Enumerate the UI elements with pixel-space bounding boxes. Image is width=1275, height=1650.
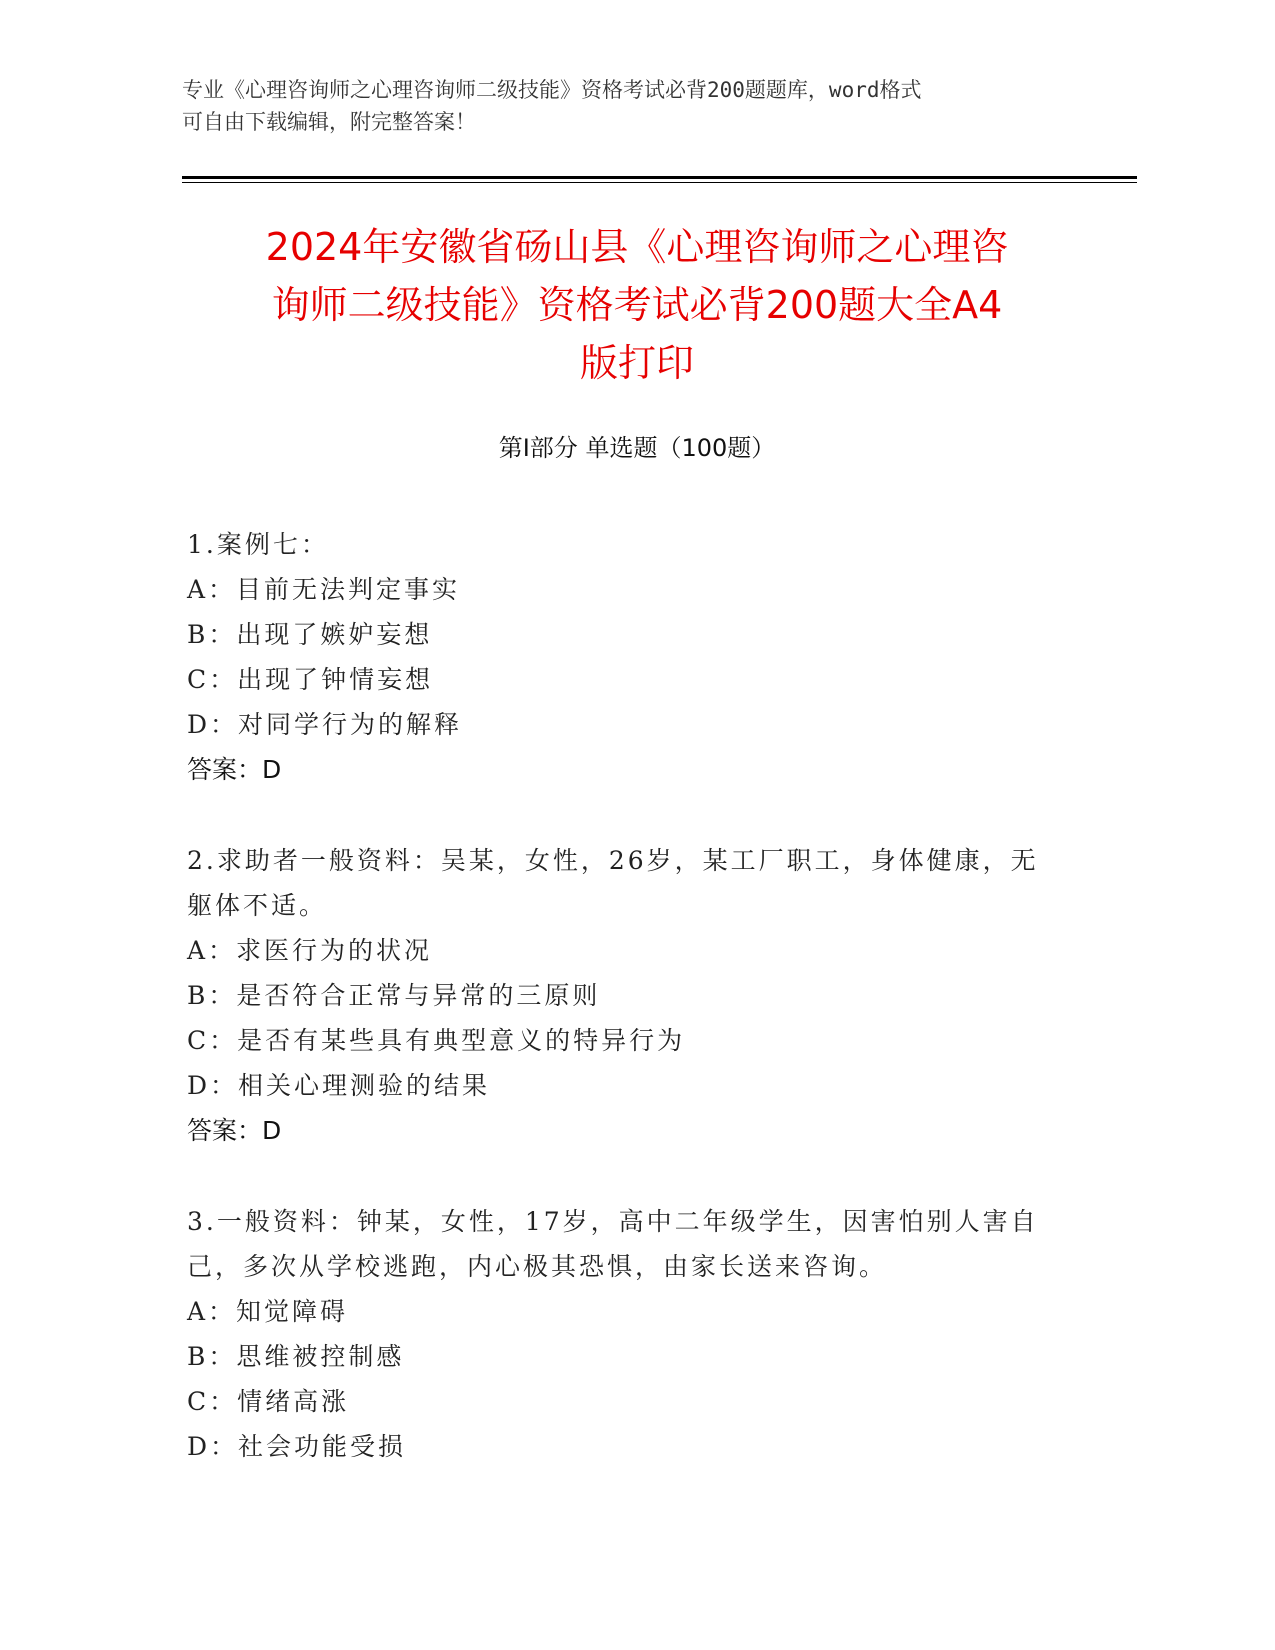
question-list	[187, 522, 1057, 1515]
document-title	[182, 218, 1092, 392]
question-stem: 1.案例七：	[187, 530, 329, 559]
option-d: D：相关心理测验的结果	[187, 1071, 491, 1100]
intro-text	[182, 74, 1052, 138]
title-line: 2024年安徽省砀山县《心理咨询师之心理咨	[265, 225, 1009, 269]
question-stem: 3.一般资料：钟某，女性，17岁，高中二年级学生，因害怕别人害自	[187, 1207, 1039, 1236]
option-a: A：求医行为的状况	[187, 936, 433, 965]
option-c: C：是否有某些具有典型意义的特异行为	[187, 1026, 686, 1055]
question-item	[187, 838, 1057, 1153]
option-b: B：出现了嫉妒妄想	[187, 620, 433, 649]
answer: 答案：D	[187, 755, 282, 784]
option-b: B：思维被控制感	[187, 1342, 405, 1371]
option-c: C：情绪高涨	[187, 1387, 350, 1416]
option-a: A：知觉障碍	[187, 1297, 349, 1326]
option-c: C：出现了钟情妄想	[187, 665, 434, 694]
option-a: A：目前无法判定事实	[187, 575, 461, 604]
option-b: B：是否符合正常与异常的三原则	[187, 981, 601, 1010]
question-item	[187, 1199, 1057, 1469]
header-divider-thin	[182, 182, 1137, 183]
header-divider	[182, 176, 1137, 179]
section-title: 第Ⅰ部分 单选题（100题）	[498, 434, 776, 462]
option-d: D：社会功能受损	[187, 1432, 407, 1461]
intro-line: 专业《心理咨询师之心理咨询师二级技能》资格考试必背200题题库，word格式	[182, 78, 922, 102]
intro-line: 可自由下载编辑，附完整答案！	[182, 110, 476, 134]
title-line: 版打印	[579, 341, 694, 385]
question-stem-continued: 己，多次从学校逃跑，内心极其恐惧，由家长送来咨询。	[187, 1252, 888, 1281]
title-line: 询师二级技能》资格考试必背200题大全A4	[271, 283, 1003, 327]
question-stem: 2.求助者一般资料：吴某，女性，26岁，某工厂职工，身体健康，无	[187, 846, 1039, 875]
answer: 答案：D	[187, 1116, 282, 1145]
question-item	[187, 522, 1057, 792]
option-d: D：对同学行为的解释	[187, 710, 463, 739]
question-stem-continued: 躯体不适。	[187, 891, 328, 920]
